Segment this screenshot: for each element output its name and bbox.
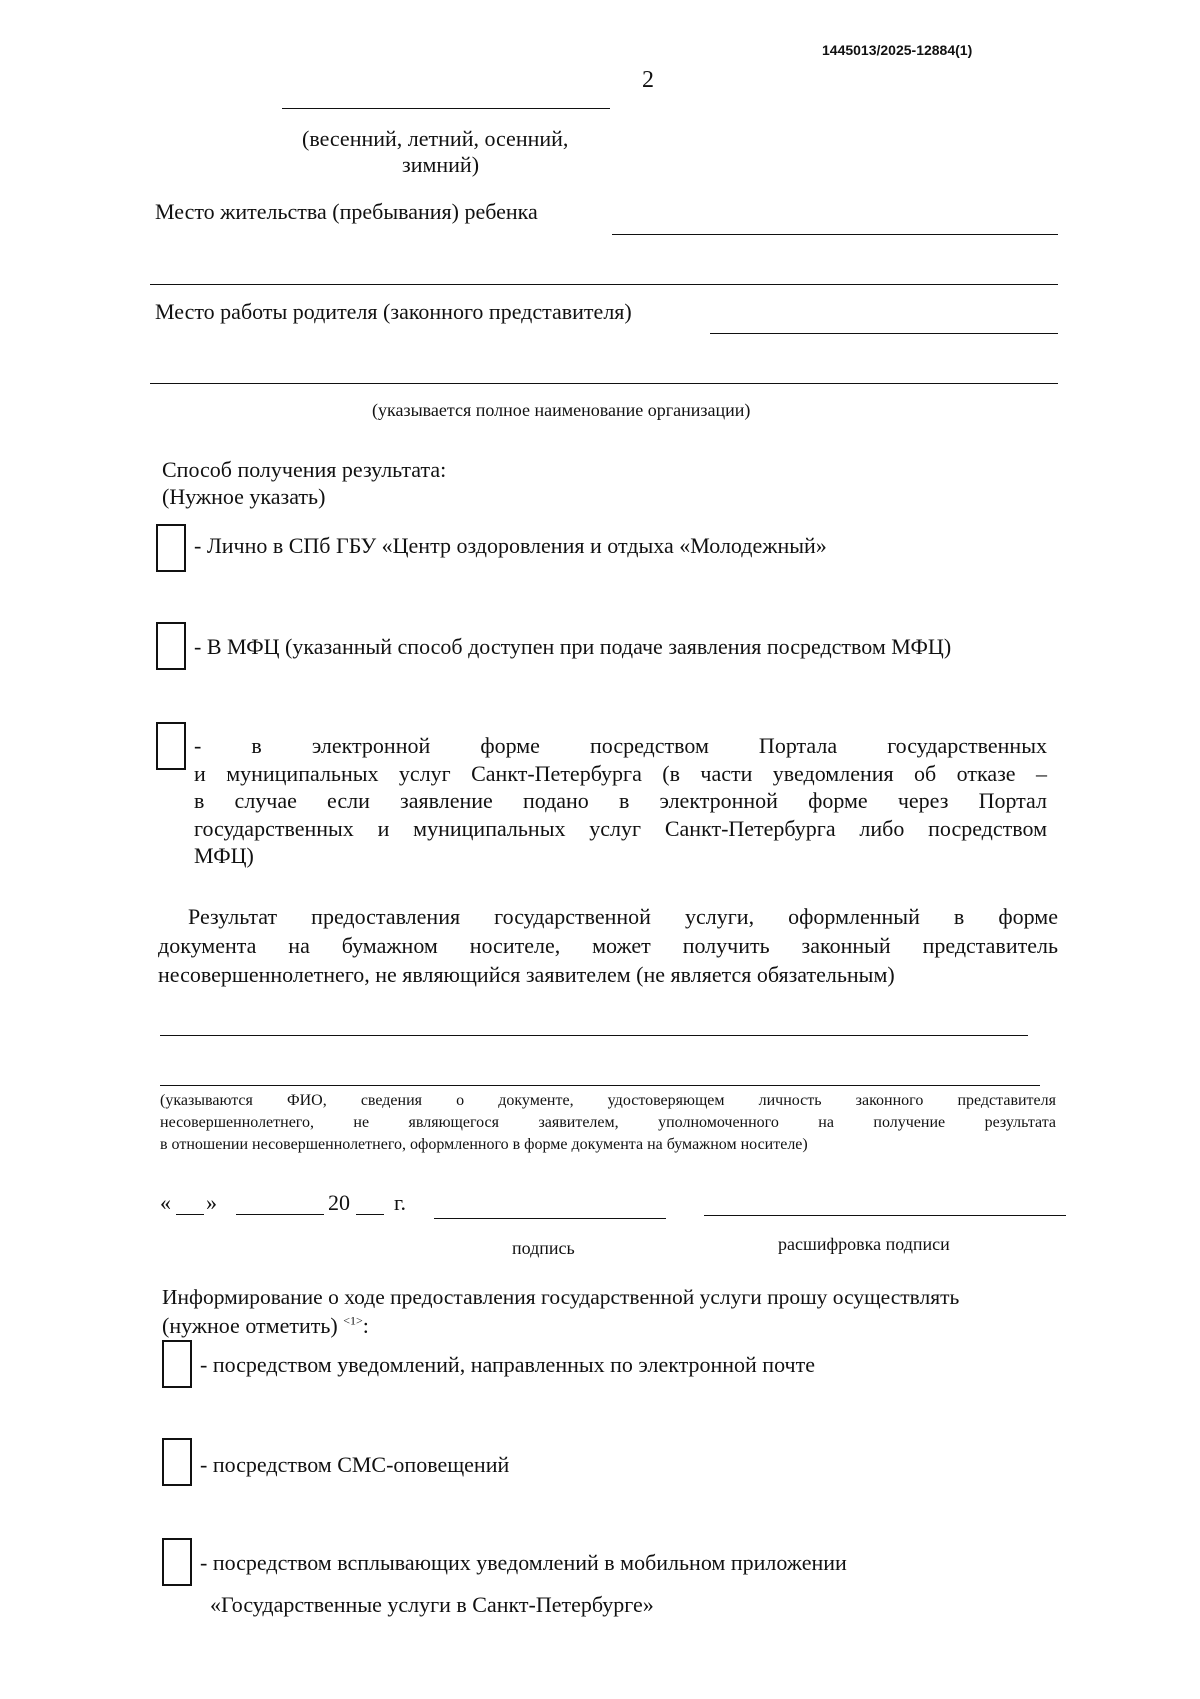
checkbox-mfc[interactable] — [156, 622, 186, 670]
signature-decode-label: расшифровка подписи — [778, 1234, 950, 1254]
signature-label: подпись — [512, 1238, 575, 1258]
residence-label: Место жительства (пребывания) ребенка — [155, 199, 538, 224]
option-electronic-line: государственных и муниципальных услуг Санкт-Петербурга либо посредством — [194, 815, 1047, 841]
result-method-hint: (Нужное указать) — [162, 484, 326, 509]
representative-field[interactable] — [160, 1035, 1028, 1036]
option-electronic-line: - в электронной форме посредством Портала государственных — [194, 733, 1047, 758]
workplace-field[interactable] — [710, 333, 1058, 334]
date-day-field[interactable] — [176, 1214, 204, 1215]
document-number: 1445013/2025-12884(1) — [822, 42, 973, 58]
representative-paragraph — [158, 902, 1058, 989]
checkbox-push[interactable] — [162, 1538, 192, 1586]
representative-field-line2[interactable] — [160, 1085, 1040, 1086]
option-email-text: - посредством уведомлений, направленных по электронной почте — [200, 1352, 815, 1377]
representative-caption-line: несовершеннолетнего, не являющегося заявителем, уполномоченного на получение результата — [160, 1114, 1056, 1131]
representative-paragraph-line: документа на бумажном носителе, может получить законный представитель — [158, 933, 1058, 958]
page-number: 2 — [642, 67, 654, 93]
checkbox-email[interactable] — [162, 1340, 192, 1388]
date-open-quote: « — [160, 1190, 171, 1215]
date-year-field[interactable] — [356, 1214, 384, 1215]
option-electronic-text — [194, 732, 1047, 870]
checkbox-electronic[interactable] — [156, 722, 186, 770]
checkbox-in-person[interactable] — [156, 524, 186, 572]
date-close-quote: » — [206, 1190, 217, 1215]
option-mfc-text: - В МФЦ (указанный способ доступен при подаче заявления посредством МФЦ) — [194, 634, 952, 659]
workplace-field-line2[interactable] — [150, 383, 1058, 384]
option-electronic-line: и муниципальных услуг Санкт-Петербурга (в части уведомления об отказе – — [194, 760, 1047, 786]
representative-caption-line: (указываются ФИО, сведения о документе, удостоверяющем личность законного представителя — [160, 1092, 1056, 1109]
representative-caption — [160, 1090, 1056, 1156]
notify-hint-row — [162, 1313, 369, 1339]
representative-paragraph-line: несовершеннолетнего, не являющийся заявителем (не является обязательным) — [158, 962, 895, 987]
footnote-marker: <1> — [343, 1313, 363, 1328]
season-caption-line1: (весенний, летний, осенний, — [302, 126, 569, 151]
option-push-text: - посредством всплывающих уведомлений в мобильном приложении — [200, 1550, 847, 1575]
checkbox-sms[interactable] — [162, 1438, 192, 1486]
signature-field[interactable] — [434, 1218, 666, 1219]
notify-hint: (нужное отметить) — [162, 1313, 338, 1338]
representative-caption-line: в отношении несовершеннолетнего, оформленного в форме документа на бумажном носителе) — [160, 1136, 808, 1153]
date-year-prefix: 20 — [328, 1190, 350, 1215]
notify-hint-suffix: : — [362, 1313, 369, 1338]
date-month-field[interactable] — [236, 1214, 324, 1215]
date-year-suffix: г. — [394, 1190, 407, 1215]
result-method-title: Способ получения результата: — [162, 457, 447, 482]
season-field[interactable] — [282, 108, 610, 109]
workplace-label: Место работы родителя (законного представителя) — [155, 299, 632, 324]
residence-field-line2[interactable] — [150, 284, 1058, 285]
option-sms-text: - посредством СМС-оповещений — [200, 1452, 510, 1477]
signature-decode-field[interactable] — [704, 1215, 1066, 1216]
option-in-person-text: - Лично в СПб ГБУ «Центр оздоровления и отдыха «Молодежный» — [194, 533, 827, 558]
residence-field[interactable] — [612, 234, 1058, 235]
season-caption-line2: зимний) — [402, 152, 480, 177]
option-electronic-line: в случае если заявление подано в электронной форме через Портал — [194, 788, 1047, 813]
option-electronic-line: МФЦ) — [194, 843, 254, 868]
notify-title: Информирование о ходе предоставления государственной услуги прошу осуществлять — [162, 1285, 960, 1309]
workplace-caption: (указывается полное наименование организации) — [372, 400, 751, 420]
option-push-text-line2: «Государственные услуги в Санкт-Петербурге» — [210, 1592, 654, 1617]
representative-paragraph-line: Результат предоставления государственной услуги, оформленный в форме — [188, 904, 1058, 929]
